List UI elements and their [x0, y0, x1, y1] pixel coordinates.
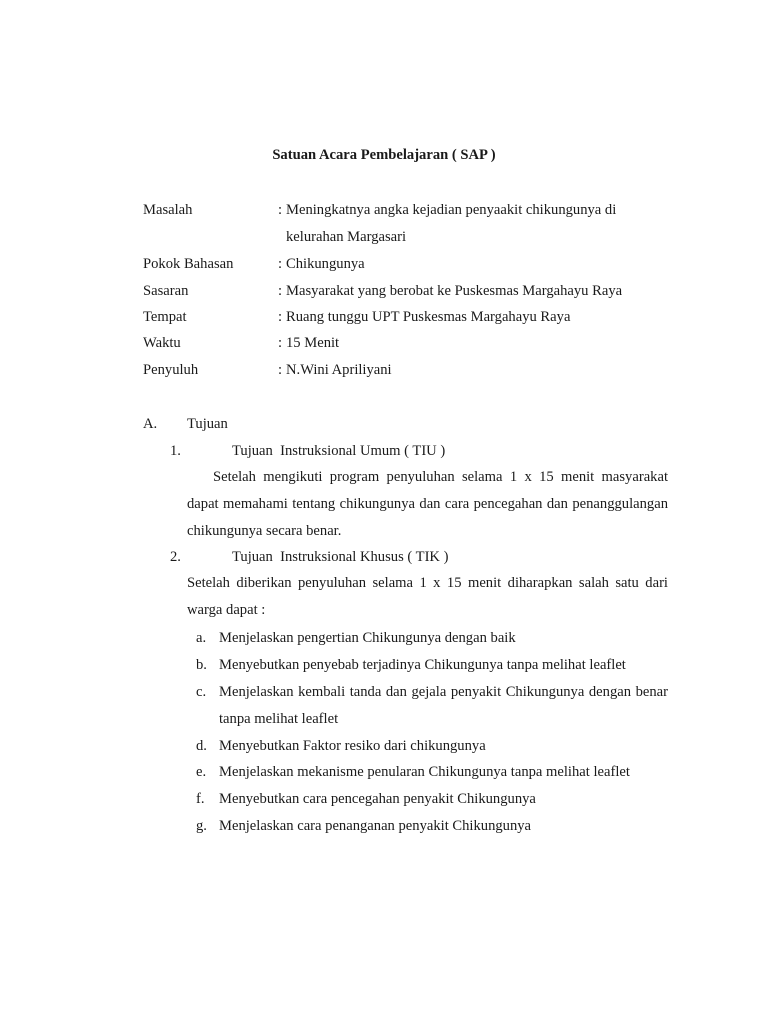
info-row-waktu: [143, 335, 673, 357]
section-a-heading: Tujuan: [187, 416, 228, 432]
info-colon: :: [278, 202, 283, 218]
document-title: Satuan Acara Pembelajaran ( SAP ): [272, 147, 496, 163]
list-item-letter: b.: [196, 657, 207, 673]
info-colon: :: [278, 335, 283, 351]
subsection-2-paragraph: Setelah diberikan penyuluhan selama 1 x 15 menit diharapkan salah satu dari warga dapat :: [187, 575, 668, 618]
info-value: Ruang tunggu UPT Puskesmas Margahayu Raya: [286, 309, 571, 325]
info-value: 15 Menit: [286, 335, 340, 351]
list-item-text: Menyebutkan cara pencegahan penyakit Chikungunya: [219, 791, 536, 807]
list-item-letter: g.: [196, 818, 207, 834]
info-value: Chikungunya: [286, 256, 365, 272]
info-label: Sasaran: [143, 283, 189, 299]
list-item-text: Menyebutkan Faktor resiko dari chikungunya: [219, 738, 486, 754]
info-colon: :: [278, 256, 283, 272]
list-item-text: Menyebutkan penyebab terjadinya Chikungunya tanpa melihat leaflet: [219, 657, 626, 673]
list-item-letter: d.: [196, 738, 207, 754]
info-row-penyuluh: [143, 362, 673, 384]
info-value: Masyarakat yang berobat ke Puskesmas Margahayu Raya: [286, 283, 623, 299]
subsection-1-paragraph: Setelah mengikuti program penyuluhan selama 1 x 15 menit masyarakat dapat memahami tentang chikungunya dan cara pencegahan dan penanggulangan chikungunya secara benar.: [187, 469, 668, 539]
info-colon: :: [278, 283, 283, 299]
list-item-letter: e.: [196, 764, 207, 780]
list-item-text: Menjelaskan cara penanganan penyakit Chikungunya: [219, 818, 532, 834]
list-item-text: Menjelaskan kembali tanda dan gejala penyakit Chikungunya dengan benar tanpa melihat leaflet: [219, 684, 668, 727]
subsection-2-number: 2.: [170, 549, 181, 565]
info-label: Pokok Bahasan: [143, 256, 234, 272]
list-item-text: Menjelaskan mekanisme penularan Chikungunya tanpa melihat leaflet: [219, 764, 630, 780]
info-colon: :: [278, 309, 283, 325]
subsection-1-number: 1.: [170, 443, 181, 459]
list-item-letter: a.: [196, 630, 207, 646]
info-row-masalah: [143, 202, 673, 245]
section-a-letter: A.: [143, 416, 158, 432]
list-item-letter: f.: [196, 791, 205, 807]
info-label: Penyuluh: [143, 362, 199, 378]
subsection-2-heading: Tujuan Instruksional Khusus ( TIK ): [232, 549, 449, 565]
info-value: Meningkatnya angka kejadian penyaakit chikungunya di kelurahan Margasari: [286, 202, 617, 245]
info-colon: :: [278, 362, 283, 378]
info-row-sasaran: [143, 283, 673, 305]
subsection-1-heading: Tujuan Instruksional Umum ( TIU ): [232, 443, 446, 459]
info-row-tempat: [143, 309, 673, 331]
info-row-pokok-bahasan: [143, 256, 673, 278]
info-label: Waktu: [143, 335, 181, 351]
list-item-letter: c.: [196, 684, 207, 700]
info-label: Tempat: [143, 309, 187, 325]
info-label: Masalah: [143, 202, 193, 218]
info-value: N.Wini Apriliyani: [286, 362, 392, 378]
list-item-text: Menjelaskan pengertian Chikungunya dengan baik: [219, 630, 516, 646]
